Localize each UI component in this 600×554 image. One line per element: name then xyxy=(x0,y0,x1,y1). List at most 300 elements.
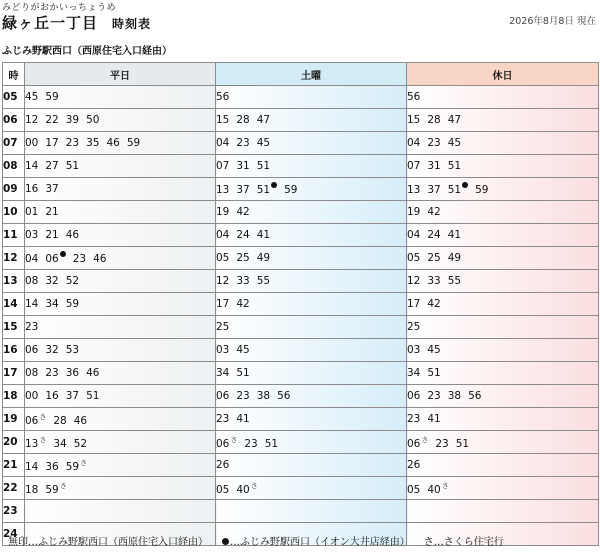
departure-minute xyxy=(407,184,420,196)
minute-value: 04 xyxy=(25,253,39,265)
departure-minute xyxy=(257,390,270,402)
holiday-cell xyxy=(407,500,599,523)
minute-value: 13 xyxy=(25,437,39,450)
legend-no-mark: 無印…ふじみ野駅西口（西原住宅入口経由） xyxy=(8,537,208,548)
timetable-body xyxy=(3,86,599,546)
weekday-cell xyxy=(25,362,216,385)
minute-value: 14 xyxy=(25,460,39,473)
departure-minute xyxy=(66,298,79,310)
departure-minute xyxy=(45,344,58,356)
sakura-jutaku-mark: さ xyxy=(59,481,67,490)
holiday-cell xyxy=(407,477,599,500)
departure-minute xyxy=(25,206,38,218)
departure-minute xyxy=(257,275,270,287)
minute-value: 51 xyxy=(256,184,271,196)
minute-value: 34 xyxy=(407,367,421,379)
minute-value: 41 xyxy=(447,229,462,241)
departure-minute xyxy=(216,367,229,379)
minute-value: 52 xyxy=(65,275,80,287)
departure-minute xyxy=(45,137,58,149)
saturday-cell xyxy=(216,201,407,224)
holiday-cell xyxy=(407,362,599,385)
minute-value: 03 xyxy=(25,229,39,241)
table-row xyxy=(3,109,599,132)
minute-value: 56 xyxy=(407,91,421,103)
hour-cell: 10 xyxy=(3,201,25,224)
departure-minute xyxy=(216,252,229,264)
holiday-cell xyxy=(407,224,599,247)
departure-minute xyxy=(277,390,290,402)
saturday-cell xyxy=(216,224,407,247)
minute-value: 46 xyxy=(86,367,100,379)
stop-name: 緑ヶ丘一丁目 xyxy=(2,14,99,32)
saturday-cell xyxy=(216,362,407,385)
hour-cell: 24 xyxy=(3,523,25,546)
departure-minute xyxy=(448,390,461,402)
timetable-header-row xyxy=(3,63,599,86)
minute-value: 33 xyxy=(427,275,441,287)
minute-value: 16 xyxy=(45,390,59,402)
minute-value: 06 xyxy=(45,253,59,265)
minute-value: 51 xyxy=(65,160,80,172)
minute-value: 19 xyxy=(407,206,421,218)
saturday-cell xyxy=(216,454,407,477)
minute-value: 41 xyxy=(427,413,441,425)
weekday-cell xyxy=(25,339,216,362)
table-row xyxy=(3,224,599,247)
departure-minute xyxy=(45,481,66,496)
table-row xyxy=(3,247,599,270)
minute-value: 46 xyxy=(106,137,120,149)
departure-minute xyxy=(216,229,229,241)
minute-value: 23 xyxy=(72,253,87,265)
minute-value: 40 xyxy=(236,483,250,496)
table-row xyxy=(3,339,599,362)
via-aeon-dot-icon xyxy=(60,251,66,257)
departure-minute xyxy=(448,275,461,287)
sakura-jutaku-mark: さ xyxy=(39,435,47,444)
departure-minute xyxy=(407,484,420,496)
departure-minute xyxy=(236,160,249,172)
departure-minute xyxy=(407,298,420,310)
minute-value: 59 xyxy=(65,460,80,473)
minute-value: 23 xyxy=(244,437,258,450)
minute-value: 59 xyxy=(126,137,141,149)
minute-value: 55 xyxy=(447,275,462,287)
departure-minute xyxy=(107,137,120,149)
departure-minute xyxy=(93,253,106,265)
minute-value: 51 xyxy=(447,184,462,196)
weekday-cell xyxy=(25,385,216,408)
legend-sa: さ…さくら住宅行 xyxy=(423,537,504,548)
legend-dot-icon xyxy=(222,538,229,545)
departure-minute xyxy=(257,252,270,264)
departure-minute xyxy=(45,91,58,103)
minute-value: 05 xyxy=(216,252,230,264)
departure-minute xyxy=(216,390,229,402)
column-header-saturday: 土曜 xyxy=(216,63,407,86)
minute-value: 13 xyxy=(407,184,421,196)
table-row xyxy=(3,316,599,339)
minute-value: 12 xyxy=(216,275,230,287)
table-row xyxy=(3,431,599,454)
departure-minute xyxy=(66,458,87,473)
minute-value: 25 xyxy=(236,252,250,264)
minute-value: 46 xyxy=(65,229,80,241)
minute-value: 56 xyxy=(468,390,482,402)
table-row xyxy=(3,454,599,477)
departure-minute xyxy=(257,229,270,241)
minute-value: 59 xyxy=(65,298,80,310)
holiday-cell xyxy=(407,109,599,132)
holiday-cell xyxy=(407,385,599,408)
minute-value: 50 xyxy=(86,114,100,126)
sakura-jutaku-mark: さ xyxy=(441,481,449,490)
minute-value: 49 xyxy=(256,252,271,264)
minute-value: 40 xyxy=(427,483,441,496)
holiday-cell xyxy=(407,454,599,477)
hour-cell: 07 xyxy=(3,132,25,155)
departure-minute xyxy=(216,459,229,471)
departure-minute xyxy=(265,438,278,450)
minute-value: 08 xyxy=(25,367,39,379)
holiday-cell xyxy=(407,247,599,270)
departure-minute xyxy=(468,390,481,402)
departure-minute xyxy=(407,137,420,149)
departure-minute xyxy=(25,321,38,333)
departure-minute xyxy=(407,206,420,218)
departure-minute xyxy=(427,252,440,264)
departure-minute xyxy=(236,275,249,287)
departure-minute xyxy=(45,461,58,473)
departure-minute xyxy=(427,160,440,172)
minute-value: 14 xyxy=(25,298,39,310)
weekday-cell xyxy=(25,293,216,316)
departure-minute xyxy=(435,438,448,450)
departure-minute xyxy=(407,413,420,425)
table-row xyxy=(3,155,599,178)
minute-value: 00 xyxy=(25,390,39,402)
departure-minute xyxy=(25,253,38,265)
minute-value: 31 xyxy=(236,160,250,172)
minute-value: 01 xyxy=(25,206,39,218)
departure-minute xyxy=(45,206,58,218)
table-row xyxy=(3,201,599,224)
departure-minute xyxy=(66,229,79,241)
minute-value: 23 xyxy=(25,321,39,333)
departure-minute xyxy=(66,390,79,402)
minute-value: 05 xyxy=(407,252,421,264)
sakura-jutaku-mark: さ xyxy=(39,412,47,421)
holiday-cell xyxy=(407,293,599,316)
minute-value: 56 xyxy=(277,390,291,402)
minute-value: 03 xyxy=(407,344,421,356)
hour-cell: 11 xyxy=(3,224,25,247)
minute-value: 07 xyxy=(407,160,421,172)
departure-minute xyxy=(25,275,38,287)
departure-minute xyxy=(427,344,440,356)
weekday-cell xyxy=(25,431,216,454)
table-row xyxy=(3,477,599,500)
saturday-cell xyxy=(216,385,407,408)
column-header-hour: 時 xyxy=(3,63,25,86)
minute-value: 52 xyxy=(73,437,88,450)
departure-minute xyxy=(25,137,38,149)
minute-value: 28 xyxy=(236,114,250,126)
minute-value: 05 xyxy=(216,483,230,496)
departure-minute xyxy=(427,184,440,196)
departure-minute xyxy=(407,229,420,241)
minute-value: 15 xyxy=(407,114,421,126)
departure-minute xyxy=(25,91,38,103)
weekday-cell xyxy=(25,500,216,523)
departure-minute xyxy=(45,160,58,172)
minute-value: 15 xyxy=(216,114,230,126)
departure-minute xyxy=(257,137,270,149)
departure-minute xyxy=(66,160,79,172)
departure-minute xyxy=(236,298,249,310)
departure-minute xyxy=(236,229,249,241)
departure-minute xyxy=(427,390,440,402)
holiday-cell xyxy=(407,408,599,431)
departure-minute xyxy=(66,114,79,126)
hour-cell: 17 xyxy=(3,362,25,385)
departure-minute xyxy=(456,438,469,450)
departure-minute xyxy=(236,390,249,402)
departure-minute xyxy=(216,344,229,356)
minute-value: 51 xyxy=(256,160,271,172)
departure-minute xyxy=(216,114,229,126)
departure-minute xyxy=(427,298,440,310)
table-row xyxy=(3,362,599,385)
departure-minute xyxy=(448,114,461,126)
minute-value: 51 xyxy=(86,390,100,402)
departure-minute xyxy=(244,438,257,450)
departure-minute xyxy=(236,252,249,264)
minute-value: 59 xyxy=(45,91,59,103)
hour-cell: 20 xyxy=(3,431,25,454)
table-row xyxy=(3,270,599,293)
minute-value: 08 xyxy=(25,275,39,287)
hour-cell: 12 xyxy=(3,247,25,270)
minute-value: 41 xyxy=(256,229,271,241)
departure-minute xyxy=(236,206,249,218)
weekday-cell xyxy=(25,132,216,155)
departure-minute xyxy=(25,435,46,450)
weekday-cell xyxy=(25,178,216,201)
departure-minute xyxy=(407,91,420,103)
minute-value: 23 xyxy=(216,413,230,425)
minute-value: 59 xyxy=(475,184,489,196)
departure-minute xyxy=(25,114,38,126)
departure-minute xyxy=(45,229,58,241)
saturday-cell xyxy=(216,247,407,270)
hour-cell: 09 xyxy=(3,178,25,201)
minute-value: 06 xyxy=(407,437,421,450)
departure-minute xyxy=(25,229,38,241)
holiday-cell xyxy=(407,86,599,109)
minute-value: 36 xyxy=(65,367,80,379)
departure-minute xyxy=(236,184,249,196)
weekday-cell xyxy=(25,477,216,500)
minute-value: 46 xyxy=(93,253,107,265)
minute-value: 42 xyxy=(236,298,250,310)
minute-value: 04 xyxy=(407,137,421,149)
departure-minute xyxy=(216,298,229,310)
departure-minute xyxy=(25,390,38,402)
weekday-cell xyxy=(25,155,216,178)
departure-minute xyxy=(216,184,229,196)
holiday-cell xyxy=(407,270,599,293)
departure-minute xyxy=(216,160,229,172)
hour-cell: 08 xyxy=(3,155,25,178)
sakura-jutaku-mark: さ xyxy=(80,458,88,467)
departure-minute xyxy=(45,183,58,195)
departure-minute xyxy=(427,367,440,379)
minute-value: 35 xyxy=(86,137,100,149)
minute-value: 42 xyxy=(427,298,441,310)
departure-minute xyxy=(427,137,440,149)
holiday-cell xyxy=(407,155,599,178)
departure-minute xyxy=(86,114,99,126)
minute-value: 23 xyxy=(236,390,250,402)
saturday-cell xyxy=(216,500,407,523)
minute-value: 37 xyxy=(427,184,441,196)
departure-minute xyxy=(25,461,38,473)
departure-minute xyxy=(448,229,461,241)
minute-value: 23 xyxy=(427,137,441,149)
minute-value: 51 xyxy=(264,437,279,450)
departure-minute xyxy=(127,137,140,149)
departure-minute xyxy=(53,415,66,427)
minute-value: 37 xyxy=(45,183,59,195)
minute-value: 14 xyxy=(25,160,39,172)
departure-minute xyxy=(216,484,229,496)
departure-minute xyxy=(407,390,420,402)
departure-minute xyxy=(407,321,420,333)
table-row xyxy=(3,500,599,523)
departure-minute xyxy=(216,321,229,333)
minute-value: 23 xyxy=(45,367,59,379)
hour-cell: 13 xyxy=(3,270,25,293)
saturday-cell xyxy=(216,155,407,178)
minute-value: 59 xyxy=(45,483,59,496)
departure-minute xyxy=(216,413,229,425)
legend-dot: …ふじみ野駅西口（イオン大井店経由） xyxy=(230,537,410,548)
minute-value: 49 xyxy=(447,252,462,264)
weekday-cell xyxy=(25,247,216,270)
minute-value: 06 xyxy=(25,344,39,356)
departure-minute xyxy=(25,344,38,356)
departure-minute xyxy=(74,415,87,427)
minute-value: 46 xyxy=(73,414,88,427)
minute-value: 45 xyxy=(256,137,271,149)
stop-name-reading: みどりがおかいっちょうめ xyxy=(2,3,117,13)
departure-minute xyxy=(25,367,38,379)
hour-cell: 14 xyxy=(3,293,25,316)
saturday-cell xyxy=(216,431,407,454)
departure-minute xyxy=(45,251,65,265)
departure-minute xyxy=(407,435,428,450)
weekday-cell xyxy=(25,316,216,339)
departure-minute xyxy=(45,367,58,379)
departure-minute xyxy=(407,367,420,379)
saturday-cell xyxy=(216,339,407,362)
saturday-cell xyxy=(216,293,407,316)
minute-value: 55 xyxy=(256,275,271,287)
minute-value: 05 xyxy=(407,483,421,496)
minute-value: 12 xyxy=(25,114,39,126)
minute-value: 23 xyxy=(65,137,80,149)
saturday-cell xyxy=(216,316,407,339)
minute-value: 34 xyxy=(216,367,230,379)
minute-value: 26 xyxy=(216,459,230,471)
minute-value: 23 xyxy=(407,413,421,425)
departure-minute xyxy=(427,413,440,425)
minute-value: 56 xyxy=(216,91,230,103)
minute-value: 32 xyxy=(45,275,59,287)
minute-value: 33 xyxy=(236,275,250,287)
minute-value: 38 xyxy=(447,390,462,402)
departure-minute xyxy=(407,252,420,264)
minute-value: 22 xyxy=(45,114,59,126)
route-name: ふじみ野駅西口（西原住宅入口経由） xyxy=(2,46,172,57)
minute-value: 27 xyxy=(45,160,59,172)
table-row xyxy=(3,293,599,316)
departure-minute xyxy=(448,182,468,196)
minute-value: 24 xyxy=(236,229,250,241)
departure-minute xyxy=(236,114,249,126)
minute-value: 37 xyxy=(65,390,80,402)
holiday-cell xyxy=(407,316,599,339)
saturday-cell xyxy=(216,408,407,431)
departure-minute xyxy=(448,137,461,149)
table-row xyxy=(3,132,599,155)
departure-minute xyxy=(25,160,38,172)
minute-value: 17 xyxy=(45,137,59,149)
weekday-cell xyxy=(25,408,216,431)
minute-value: 45 xyxy=(25,91,39,103)
minute-value: 53 xyxy=(65,344,80,356)
saturday-cell xyxy=(216,132,407,155)
minute-value: 45 xyxy=(427,344,441,356)
minute-value: 59 xyxy=(284,184,298,196)
minute-value: 23 xyxy=(435,437,449,450)
departure-minute xyxy=(216,91,229,103)
departure-minute xyxy=(427,481,448,496)
minute-value: 47 xyxy=(256,114,271,126)
departure-minute xyxy=(407,114,420,126)
minute-value: 42 xyxy=(427,206,441,218)
hour-cell: 22 xyxy=(3,477,25,500)
hour-cell: 05 xyxy=(3,86,25,109)
table-row xyxy=(3,86,599,109)
departure-minute xyxy=(45,114,58,126)
minute-value: 51 xyxy=(447,160,462,172)
minute-value: 13 xyxy=(216,184,230,196)
departure-minute xyxy=(86,390,99,402)
weekday-cell xyxy=(25,86,216,109)
minute-value: 28 xyxy=(53,414,67,427)
departure-minute xyxy=(236,413,249,425)
departure-minute xyxy=(73,253,86,265)
departure-minute xyxy=(45,390,58,402)
minute-value: 42 xyxy=(236,206,250,218)
minute-value: 34 xyxy=(45,298,59,310)
minute-value: 04 xyxy=(216,229,230,241)
minute-value: 41 xyxy=(236,413,250,425)
minute-value: 06 xyxy=(216,437,230,450)
